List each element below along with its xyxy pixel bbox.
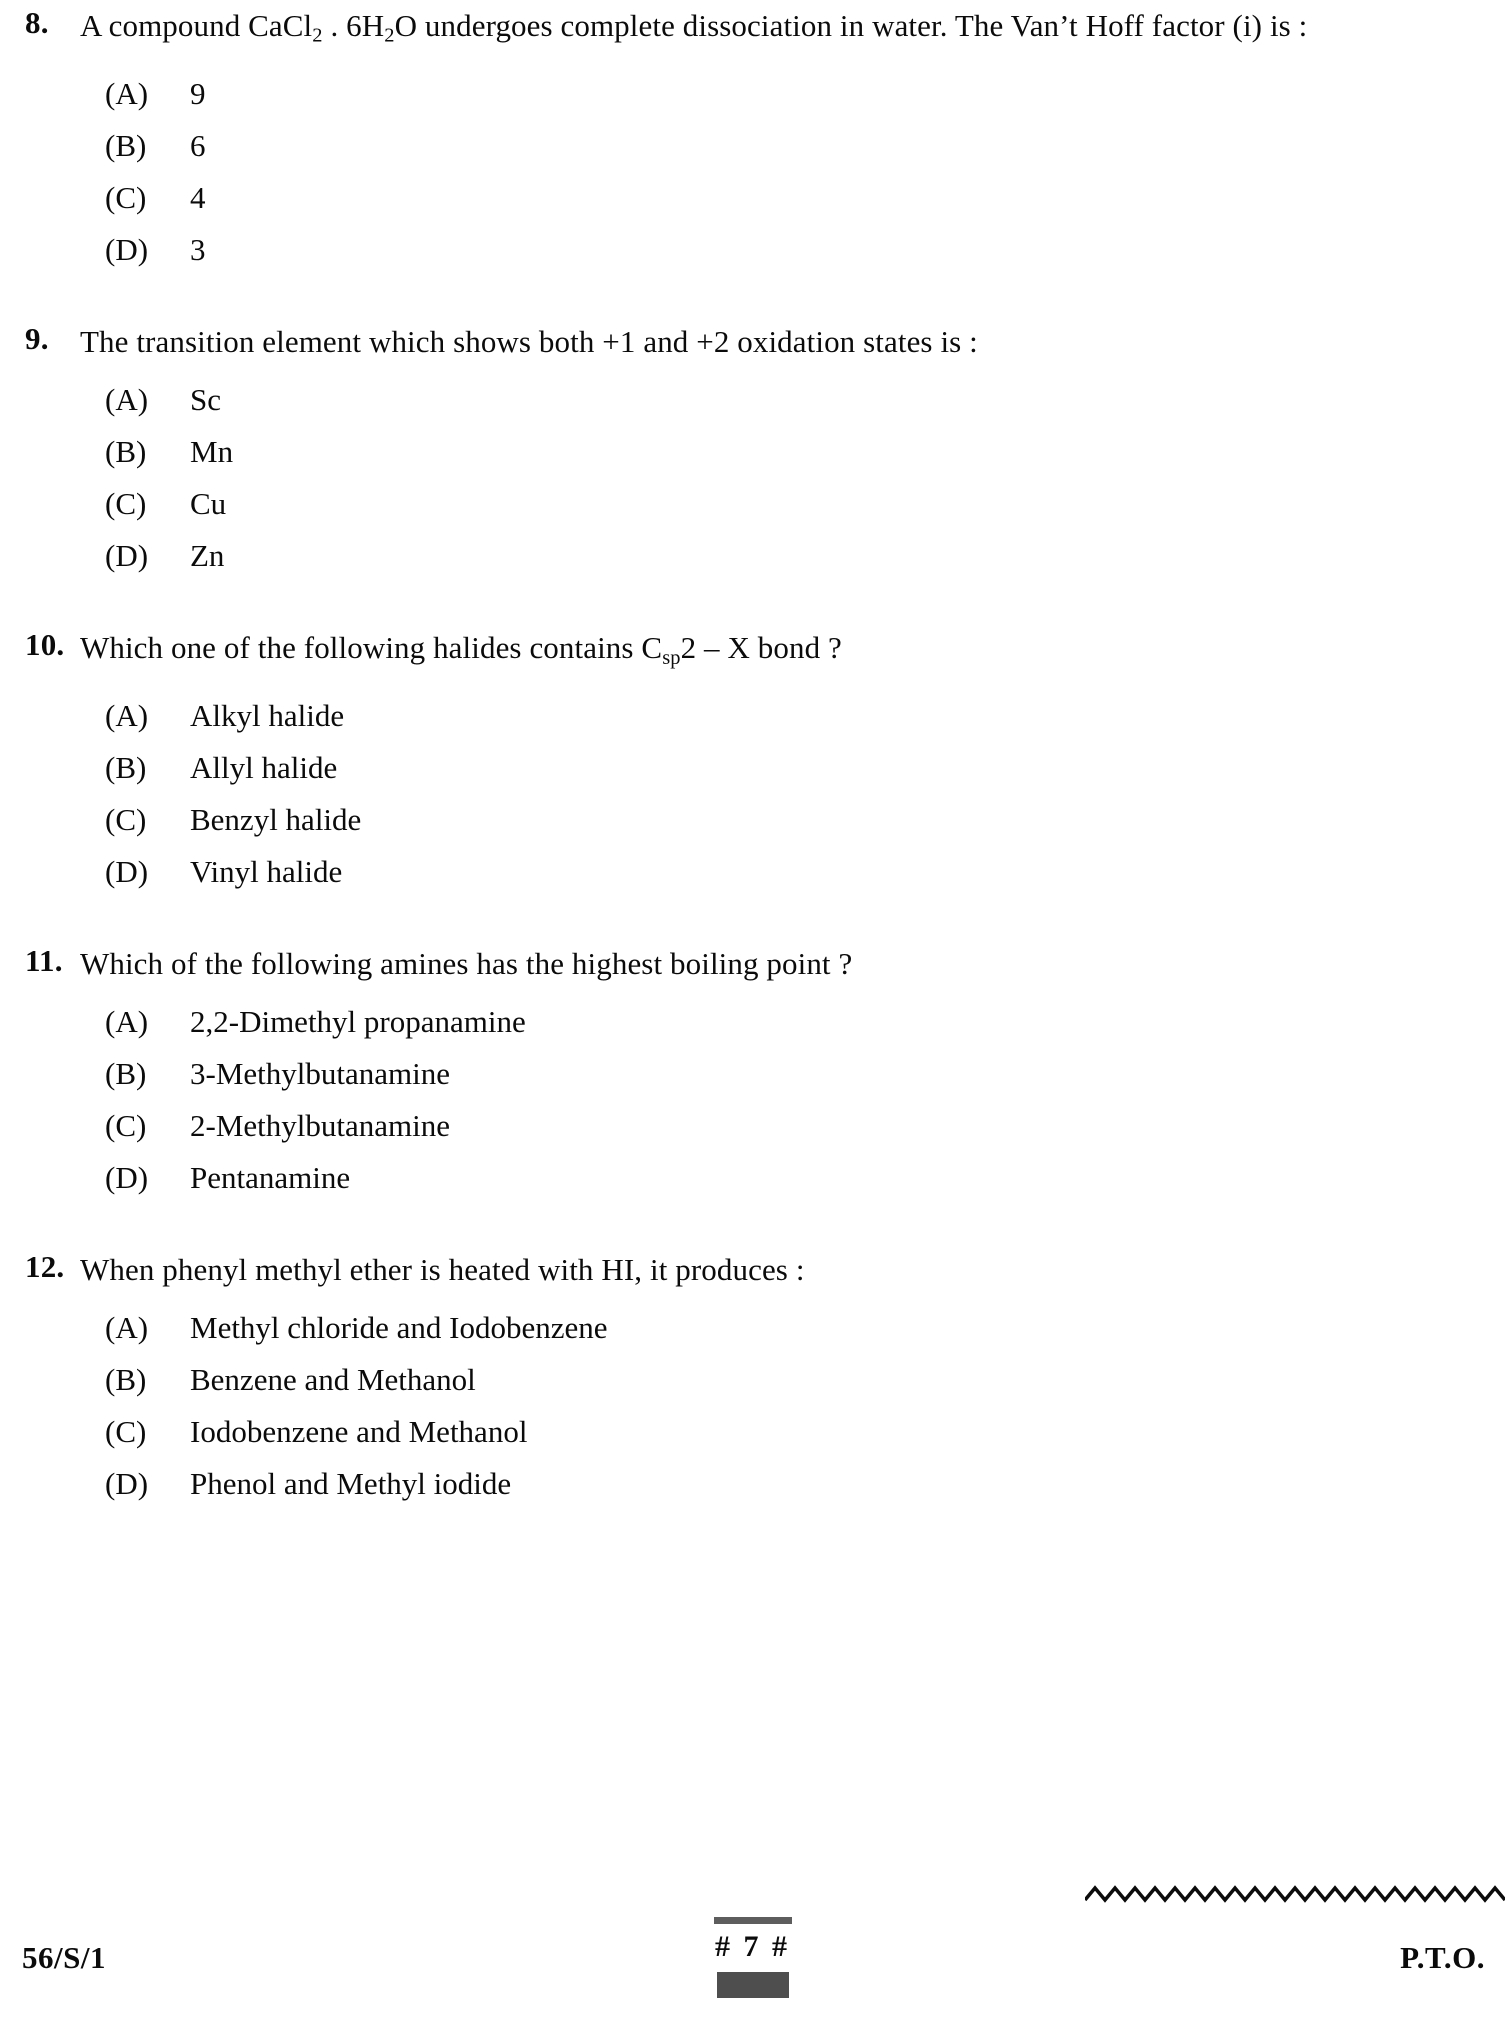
paper-code: 56/S/1 (22, 1940, 106, 1975)
question-text: Which of the following amines has the highest boiling point ? (80, 945, 853, 981)
question-heading (0, 622, 1505, 684)
option-text: Zn (190, 537, 225, 573)
option-row (0, 530, 1505, 582)
option-label: (D) (105, 1465, 149, 1501)
question-heading (0, 316, 1505, 368)
option-row (0, 478, 1505, 530)
option-text: Benzene and Methanol (190, 1361, 476, 1397)
question-number: 12. (25, 1248, 65, 1284)
option-text: Sc (190, 381, 221, 417)
question-number: 9. (25, 320, 49, 356)
page-marker-rule (714, 1917, 792, 1924)
question-spacer (0, 1510, 1505, 1550)
option-label: (C) (105, 801, 147, 837)
option-text: Allyl halide (190, 749, 338, 785)
question-heading (0, 1244, 1505, 1296)
question-block (0, 938, 1505, 1204)
question-number: 8. (25, 5, 49, 40)
option-row (0, 224, 1505, 276)
question-spacer (0, 582, 1505, 622)
option-text: 9 (190, 75, 206, 111)
question-text: A compound CaCl$_2$ . $6H_2O$ undergoes complete dissociation in water. The Van’t Hoff factor (i) is : (80, 8, 1308, 47)
question-number: 10. (25, 626, 65, 662)
question-block (0, 622, 1505, 898)
turn-over-label: P.T.O. (1400, 1940, 1485, 1975)
option-label: (B) (105, 433, 147, 469)
question-text: When phenyl methyl ether is heated with HI, it produces : (80, 1251, 805, 1287)
question-heading (0, 0, 1505, 62)
page-footer (0, 1878, 1505, 1998)
option-row (0, 1152, 1505, 1204)
page-number: # 7 # (715, 1930, 790, 1963)
option-label: (C) (105, 485, 147, 521)
option-list (0, 996, 1505, 1204)
option-text: Iodobenzene and Methanol (190, 1413, 528, 1449)
option-row (0, 690, 1505, 742)
question-number: 11. (25, 942, 63, 978)
option-label: (C) (105, 1107, 147, 1143)
option-text: 4 (190, 179, 206, 215)
option-list (0, 1302, 1505, 1510)
option-row (0, 172, 1505, 224)
option-text: Phenol and Methyl iodide (190, 1465, 512, 1501)
option-label: (A) (105, 381, 149, 417)
question-spacer (0, 276, 1505, 316)
option-label: (B) (105, 1361, 147, 1397)
option-label: (A) (105, 75, 149, 111)
option-text: Alkyl halide (190, 697, 345, 733)
option-label: (C) (105, 179, 147, 215)
option-text: Benzyl halide (190, 801, 362, 837)
page-marker-group (0, 1917, 1505, 1998)
option-label: (B) (105, 1055, 147, 1091)
option-row (0, 1048, 1505, 1100)
option-text: Vinyl halide (190, 853, 343, 889)
option-text: 2-Methylbutanamine (190, 1107, 450, 1143)
option-row (0, 120, 1505, 172)
option-label: (B) (105, 127, 147, 163)
option-row (0, 1458, 1505, 1510)
option-label: (D) (105, 231, 149, 267)
option-label: (A) (105, 1309, 149, 1345)
option-list (0, 68, 1505, 276)
option-list (0, 690, 1505, 898)
option-row (0, 374, 1505, 426)
question-spacer (0, 898, 1505, 938)
option-row (0, 794, 1505, 846)
question-text: Which one of the following halides contains Csp2 – X bond ? (80, 629, 842, 669)
option-row (0, 1302, 1505, 1354)
option-text: 6 (190, 127, 206, 163)
option-row (0, 1354, 1505, 1406)
option-label: (B) (105, 749, 147, 785)
option-label: (A) (105, 697, 149, 733)
option-text: Pentanamine (190, 1159, 351, 1195)
option-row (0, 426, 1505, 478)
option-row (0, 68, 1505, 120)
option-label: (C) (105, 1413, 147, 1449)
option-text: Mn (190, 433, 234, 469)
option-row (0, 846, 1505, 898)
option-text: 3 (190, 231, 206, 267)
option-row (0, 1100, 1505, 1152)
option-label: (A) (105, 1003, 149, 1039)
option-row (0, 996, 1505, 1048)
question-block (0, 0, 1505, 276)
question-block (0, 1244, 1505, 1510)
page-marker-block (717, 1972, 789, 1998)
option-text: 2,2-Dimethyl propanamine (190, 1003, 526, 1039)
option-row (0, 1406, 1505, 1458)
option-row (0, 742, 1505, 794)
option-list (0, 374, 1505, 582)
question-spacer (0, 1204, 1505, 1244)
option-label: (D) (105, 1159, 149, 1195)
option-text: 3-Methylbutanamine (190, 1055, 450, 1091)
question-block (0, 316, 1505, 582)
option-text: Methyl chloride and Iodobenzene (190, 1309, 608, 1345)
option-label: (D) (105, 537, 149, 573)
zigzag-decoration-icon (1085, 1882, 1505, 1908)
option-text: Cu (190, 485, 227, 521)
option-label: (D) (105, 853, 149, 889)
question-heading (0, 938, 1505, 990)
question-text: The transition element which shows both +1 and +2 oxidation states is : (80, 323, 978, 359)
